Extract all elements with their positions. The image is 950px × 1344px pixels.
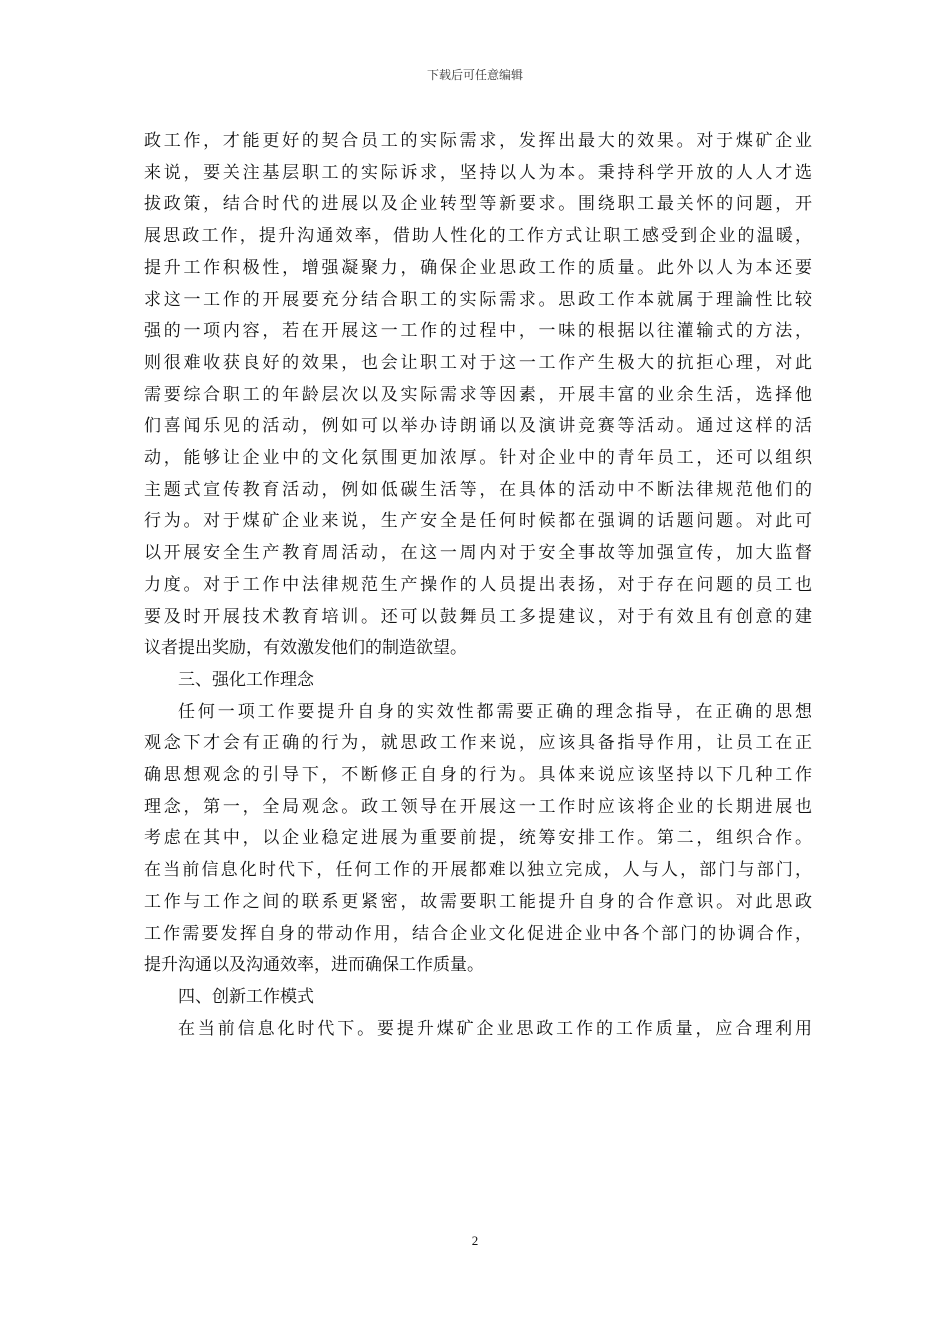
body-text xyxy=(144,126,812,1045)
paragraph xyxy=(144,126,812,665)
paragraph xyxy=(144,697,812,982)
text-line: 政工作，才能更好的契合员工的实际需求，发挥出最大的效果。对于煤矿企业 xyxy=(144,131,812,151)
text-line: 提升沟通以及沟通效率，进而确保工作质量。 xyxy=(144,955,484,976)
page-number: 2 xyxy=(471,1233,479,1248)
section-heading xyxy=(144,665,812,697)
header-note: 下载后可任意编辑 xyxy=(426,68,523,82)
text-line: 们喜闻乐见的活动，例如可以举办诗朗诵以及演讲竞赛等活动。通过这样的活 xyxy=(144,416,812,437)
section-heading xyxy=(144,982,812,1014)
text-line: 确思想观念的引导下，不断修正自身的行为。具体来说应该坚持以下几种工作 xyxy=(144,765,812,786)
text-line: 力度。对于工作中法律规范生产操作的人员提出表扬，对于存在问题的员工也 xyxy=(144,574,812,595)
text-line: 求这一工作的开展要充分结合职工的实际需求。思政工作本就属于理論性比较 xyxy=(144,289,812,310)
text-line: 工作需要发挥自身的带动作用，结合企业文化促进企业中各个部门的协调合作， xyxy=(144,923,812,944)
text-line: 要及时开展技术教育培训。还可以鼓舞员工多提建议，对于有效且有创意的建 xyxy=(144,606,812,627)
paragraph xyxy=(144,1014,812,1046)
text-line: 展思政工作，提升沟通效率，借助人性化的工作方式让职工感受到企业的温暖， xyxy=(144,226,812,247)
text-line: 工作与工作之间的联系更紧密，故需要职工能提升自身的合作意识。对此思政 xyxy=(144,891,812,912)
section-heading-text: 四、创新工作模式 xyxy=(178,986,314,1007)
text-line: 提升工作积极性，增强凝聚力，确保企业思政工作的质量。此外以人为本还要 xyxy=(144,257,812,278)
text-line: 以开展安全生产教育周活动，在这一周内对于安全事故等加强宣传，加大监督 xyxy=(144,543,812,564)
text-line: 任何一项工作要提升自身的实效性都需要正确的理念指导，在正确的思想 xyxy=(178,701,812,722)
text-line: 在当前信息化时代下，任何工作的开展都难以独立完成，人与人，部门与部门， xyxy=(144,860,812,881)
text-line: 动，能够让企业中的文化氛围更加浓厚。针对企业中的青年员工，还可以组织 xyxy=(144,448,812,469)
text-line: 考虑在其中，以企业稳定进展为重要前提，统筹安排工作。第二，组织合作。 xyxy=(144,828,812,849)
text-line: 主题式宣传教育活动，例如低碳生活等，在具体的活动中不断法律规范他们的 xyxy=(144,479,812,500)
text-line: 强的一项内容，若在开展这一工作的过程中，一味的根据以往灌输式的方法， xyxy=(144,321,812,342)
section-heading-text: 三、强化工作理念 xyxy=(178,669,314,690)
text-line: 拔政策，结合时代的进展以及企业转型等新要求。围绕职工最关怀的问题，开 xyxy=(144,194,812,215)
text-line: 行为。对于煤矿企业来说，生产安全是任何时候都在强调的话题问题。对此可 xyxy=(144,511,812,532)
text-line: 议者提出奖励，有效激发他们的制造欲望。 xyxy=(144,638,467,659)
text-line: 则很难收获良好的效果，也会让职工对于这一工作产生极大的抗拒心理，对此 xyxy=(144,352,812,373)
text-line: 理念，第一，全局观念。政工领导在开展这一工作时应该将企业的长期进展也 xyxy=(144,796,812,817)
text-line: 来说，要关注基层职工的实际诉求，坚持以人为本。秉持科学开放的人人才选 xyxy=(144,162,812,183)
text-line: 在当前信息化时代下。要提升煤矿企业思政工作的工作质量，应合理利用 xyxy=(178,1018,812,1039)
text-line: 观念下才会有正确的行为，就思政工作来说，应该具备指导作用，让员工在正 xyxy=(144,733,812,754)
text-line: 需要综合职工的年龄层次以及实际需求等因素，开展丰富的业余生活，选择他 xyxy=(144,384,812,405)
